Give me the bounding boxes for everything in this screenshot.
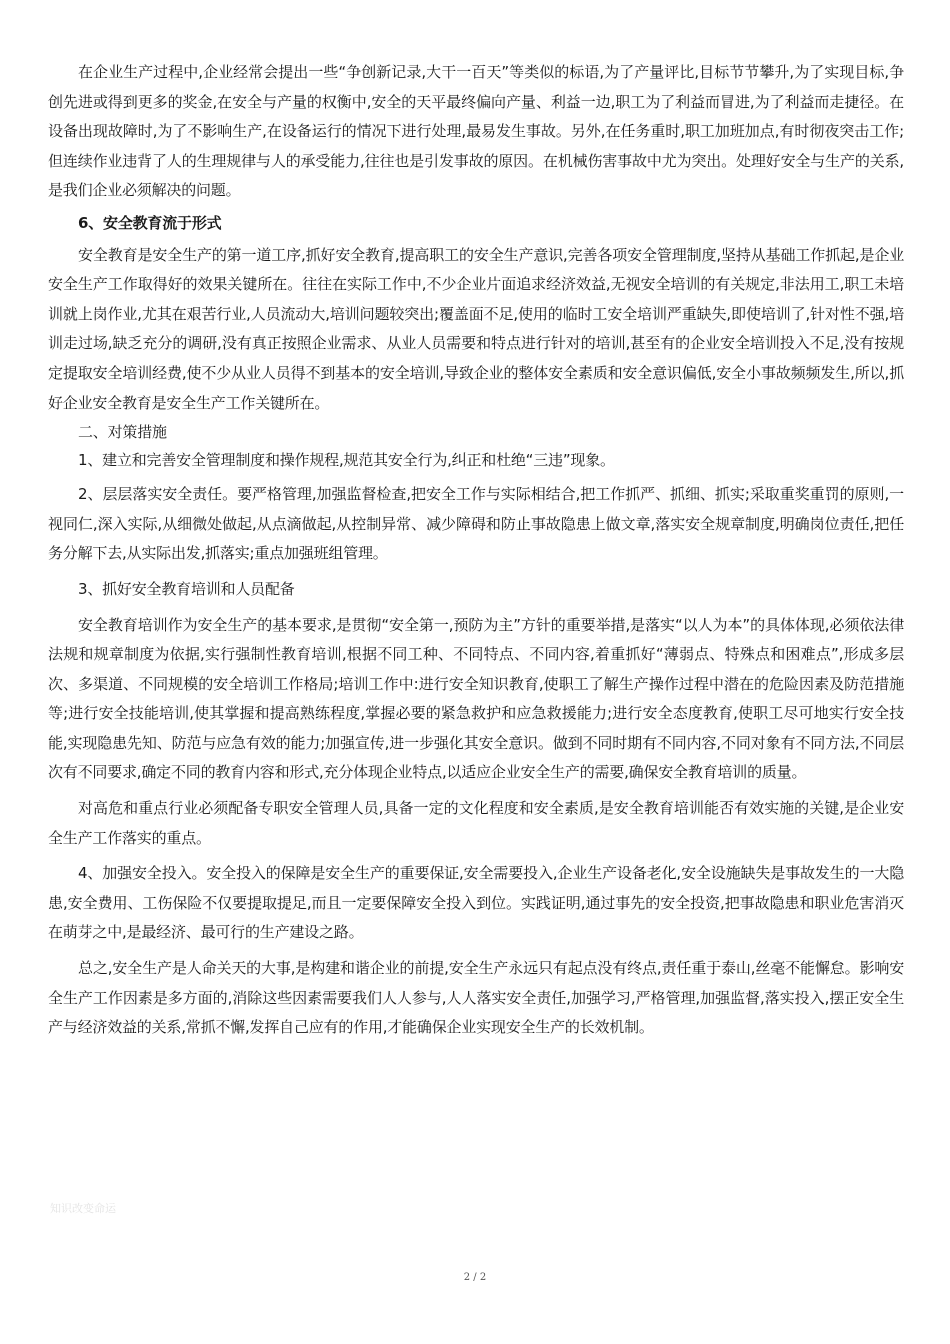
paragraph-safety-education: 安全教育是安全生产的第一道工序,抓好安全教育,提高职工的安全生产意识,完善各项安全管理制度,坚持从基础工作抓起,是企业安全生产工作取得好的效果关键所在。往往在实际工作中,不少企业片面追求经济效益,无视安全培训的有关规定,非法用工,职工未培训就上岗作业,尤其在艰苦行业,人员流动大,培训问题较突出;覆盖面不足,使用的临时工安全培训严重缺失,即使培训了,针对性不强,培训走过场,缺乏充分的调研,没有真正按照企业需求、从业人员需要和特点进行针对的培训,甚至有的企业安全培训投入不足,没有按规定提取安全培训经费,使不少从业人员得不到基本的安全培训,导致企业的整体安全素质和安全意识偏低,安全小事故频频发生,所以,抓好企业安全教育是安全生产工作关键所在。 bbox=[48, 245, 904, 412]
list-item-1: 1、建立和完善安全管理制度和操作规程,规范其安全行为,纠正和杜绝“三违”现象。 bbox=[78, 451, 615, 470]
list-item-2: 2、层层落实安全责任。要严格管理,加强监督检查,把安全工作与实际相结合,把工作抓严、抓细、抓实;采取重奖重罚的原则,一视同仁,深入实际,从细微处做起,从点滴做起,从控制异常、减少障碍和防止事故隐患上做文章,落实安全规章制度,明确岗位责任,把任务分解下去,从实际出发,抓落实;重点加强班组管理。 bbox=[48, 485, 904, 563]
heading-safety-education: 6、安全教育流于形式 bbox=[78, 213, 222, 232]
watermark-text: 知识改变命运 bbox=[50, 1202, 116, 1215]
paragraph-conclusion: 总之,安全生产是人命关天的大事,是构建和谐企业的前提,安全生产永远只有起点没有终点,责任重于泰山,丝毫不能懈怠。影响安全生产工作因素是多方面的,消除这些因素需要我们人人参与,人人落实安全责任,加强学习,严格管理,加强监督,落实投入,摆正安全生产与经济效益的关系,常抓不懈,发挥自己应有的作用,才能确保企业实现安全生产的长效机制。 bbox=[48, 959, 904, 1037]
document-body bbox=[48, 58, 904, 1043]
section-heading-countermeasures: 二、对策措施 bbox=[78, 423, 167, 442]
page-number: 2 / 2 bbox=[463, 1272, 487, 1283]
list-item-3: 3、抓好安全教育培训和人员配备 bbox=[78, 579, 295, 598]
paragraph-staffing: 对高危和重点行业必须配备专职安全管理人员,具备一定的文化程度和安全素质,是安全教育培训能否有效实施的关键,是企业安全生产工作落实的重点。 bbox=[48, 799, 904, 847]
paragraph-intro: 在企业生产过程中,企业经常会提出一些“争创新记录,大干一百天”等类似的标语,为了产量评比,目标节节攀升,为了实现目标,争创先进或得到更多的奖金,在安全与产量的权衡中,安全的天平最终偏向产量、利益一边,职工为了利益而冒进,为了利益而走捷径。在设备出现故障时,为了不影响生产,在设备运行的情况下进行处理,最易发生事故。另外,在任务重时,职工加班加点,有时彻夜突击工作;但连续作业违背了人的生理规律与人的承受能力,往往也是引发事故的原因。在机械伤害事故中尤为突出。处理好安全与生产的关系,是我们企业必须解决的问题。 bbox=[48, 63, 904, 200]
paragraph-training: 安全教育培训作为安全生产的基本要求,是贯彻“安全第一,预防为主”方针的重要举措,是落实“以人为本”的具体体现,必须依法律法规和规章制度为依据,实行强制性教育培训,根据不同工种、不同特点、不同内容,着重抓好“薄弱点、特殊点和困难点”,形成多层次、多渠道、不同规模的安全培训工作格局;培训工作中:进行安全知识教育,使职工了解生产操作过程中潜在的危险因素及防范措施等;进行安全技能培训,使其掌握和提高熟练程度,掌握必要的紧急救护和应急救援能力;进行安全态度教育,使职工尽可地实行安全技能,实现隐患先知、防范与应急有效的能力;加强宣传,进一步强化其安全意识。做到不同时期有不同内容,不同对象有不同方法,不同层次有不同要求,确定不同的教育内容和形式,充分体现企业特点,以适应企业安全生产的需要,确保安全教育培训的质量。 bbox=[48, 615, 904, 782]
list-item-4: 4、加强安全投入。安全投入的保障是安全生产的重要保证,安全需要投入,企业生产设备老化,安全设施缺失是事故发生的一大隐患,安全费用、工伤保险不仅要提取提足,而且一定要保障安全投入到位。实践证明,通过事先的安全投资,把事故隐患和职业危害消灭在萌芽之中,是最经济、最可行的生产建设之路。 bbox=[48, 864, 904, 942]
